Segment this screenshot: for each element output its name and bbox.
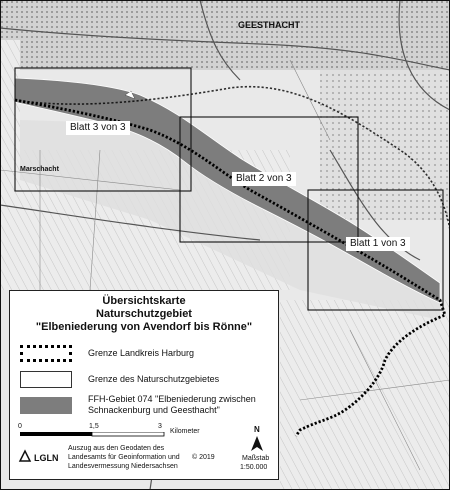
- legend-title-line2: Naturschutzgebiet: [96, 308, 192, 320]
- north-label: N: [254, 425, 260, 434]
- place-label-marschacht: Marschacht: [20, 166, 59, 173]
- copyright: © 2019: [192, 454, 215, 461]
- sheet-label-3[interactable]: Blatt 3 von 3: [66, 121, 130, 135]
- northeast-forest: [320, 70, 450, 220]
- map-legend: [9, 290, 279, 480]
- source-line2: Landesamts für Geoinformation und: [68, 454, 180, 461]
- scale-value: 1:50.000: [240, 464, 268, 471]
- lgln-logo-icon: [18, 449, 32, 463]
- scale-bar: [20, 432, 165, 437]
- scale-unit: Kilometer: [170, 428, 200, 435]
- scale-tick-0: 0: [18, 423, 22, 430]
- legend-label-nsg: Grenze des Naturschutzgebietes: [88, 374, 220, 384]
- source-line3: Landesvermessung Niedersachsen: [68, 463, 178, 470]
- southeast-fields: [280, 300, 450, 490]
- scale-tick-3: 3: [158, 423, 162, 430]
- legend-label-landkreis: Grenze Landkreis Harburg: [88, 348, 195, 358]
- legend-swatch-ffh: [20, 397, 72, 414]
- north-arrow-icon: [250, 436, 264, 452]
- source-line1: Auszug aus den Geodaten des: [68, 445, 165, 452]
- legend-title-line3: "Elbeniederung von Avendorf bis Rönne": [35, 321, 253, 333]
- legend-swatch-landkreis: [20, 345, 72, 362]
- sheet-label-1[interactable]: Blatt 1 von 3: [346, 237, 410, 251]
- sheet-label-2[interactable]: Blatt 2 von 3: [232, 172, 296, 186]
- legend-label-ffh-line1: FFH-Gebiet 074 "Elbeniederung zwischen: [88, 394, 256, 404]
- legend-swatch-nsg: [20, 371, 72, 388]
- legend-label-ffh-line2: Schnackenburg und Geesthacht": [88, 405, 220, 415]
- west-fields: [0, 40, 20, 290]
- scale-label: Maßstab: [242, 455, 270, 462]
- logo-text: LGLN: [34, 453, 59, 463]
- place-label-geesthacht: GEESTHACHT: [238, 20, 301, 30]
- north-urban-area: [0, 0, 450, 70]
- scale-tick-1-5: 1,5: [89, 423, 99, 430]
- legend-title-line1: Übersichtskarte: [102, 295, 186, 307]
